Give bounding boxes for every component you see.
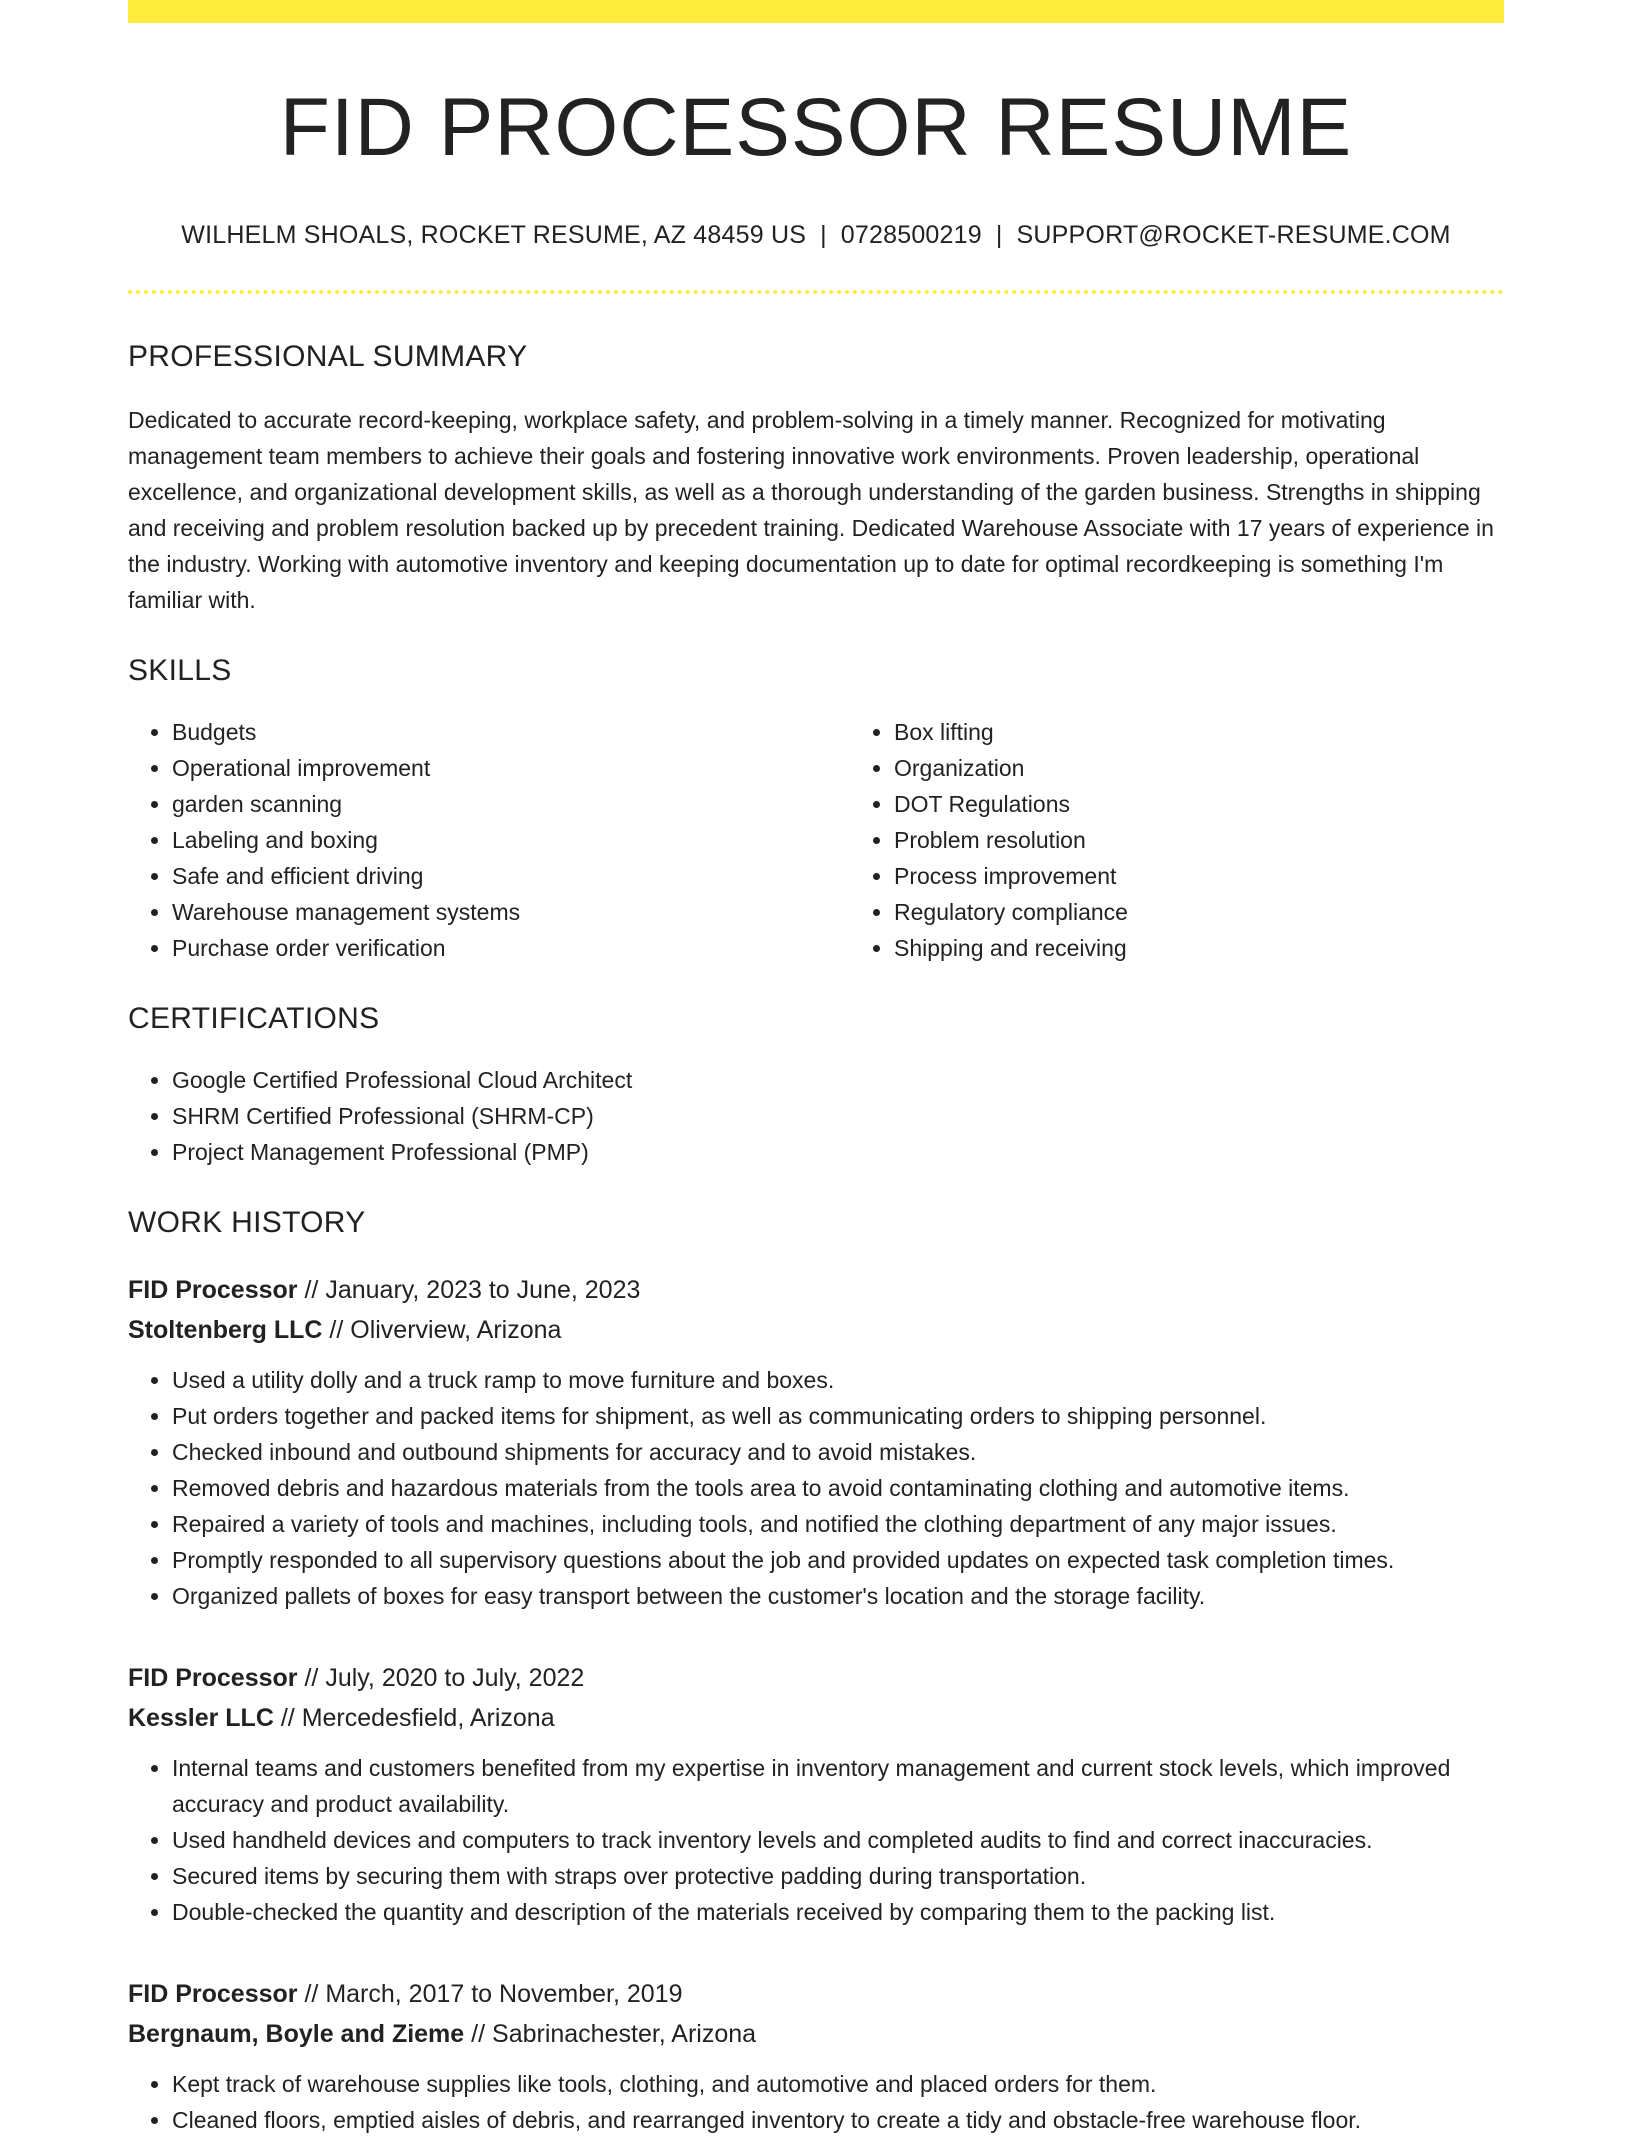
job-title: FID Processor (128, 1664, 298, 1693)
certifications-heading: CERTIFICATIONS (128, 1002, 380, 1036)
job-location: Sabrinachester, Arizona (492, 2020, 757, 2049)
summary-heading: PROFESSIONAL SUMMARY (128, 340, 528, 374)
certifications-list (128, 1062, 1504, 1170)
skills-column-right (850, 714, 1504, 966)
skills-heading: SKILLS (128, 654, 232, 688)
job-company: Bergnaum, Boyle and Zieme (128, 2020, 465, 2049)
job-separator: // (471, 2020, 486, 2049)
job-bullet: • Secured items by securing them with straps over protective padding during transportation. (172, 1858, 1504, 1894)
job-entry (128, 1658, 1504, 1930)
contact-line (128, 221, 1504, 250)
job-bullets (128, 2066, 1504, 2138)
job-separator: // (304, 1276, 319, 1305)
job-bullet: • Double-checked the quantity and description of the materials received by comparing them to the packing list. (172, 1894, 1504, 1930)
job-dates: July, 2020 to July, 2022 (325, 1664, 585, 1693)
skill-item: • Operational improvement (172, 750, 850, 786)
job-bullet: • Removed debris and hazardous materials from the tools area to avoid contaminating clothing and automotive items. (172, 1470, 1504, 1506)
contact-separator: | (995, 221, 1003, 250)
skills-list (128, 714, 1504, 966)
skills-column-left (128, 714, 850, 966)
job-bullet: • Used handheld devices and computers to track inventory levels and completed audits to find and correct inaccuracies. (172, 1822, 1504, 1858)
job-bullet: • Cleaned floors, emptied aisles of debris, and rearranged inventory to create a tidy and obstacle-free warehouse floor. (172, 2102, 1504, 2138)
certification-item: • SHRM Certified Professional (SHRM-CP) (172, 1098, 1504, 1134)
job-location: Mercedesfield, Arizona (301, 1704, 555, 1733)
job-company-line (128, 1698, 1504, 1738)
skill-item: • DOT Regulations (894, 786, 1504, 822)
skill-item: • Safe and efficient driving (172, 858, 850, 894)
contact-email: SUPPORT@ROCKET-RESUME.COM (1016, 221, 1451, 250)
skill-item: • Organization (894, 750, 1504, 786)
contact-phone: 0728500219 (840, 221, 982, 250)
skill-item: • Regulatory compliance (894, 894, 1504, 930)
job-bullet: • Used a utility dolly and a truck ramp to move furniture and boxes. (172, 1362, 1504, 1398)
skill-item: • Budgets (172, 714, 850, 750)
job-separator: // (280, 1704, 295, 1733)
skill-item: • Warehouse management systems (172, 894, 850, 930)
top-accent-bar (128, 0, 1504, 23)
resume-page (128, 0, 1504, 2138)
job-bullet: • Put orders together and packed items for shipment, as well as communicating orders to shipping personnel. (172, 1398, 1504, 1434)
job-title-line (128, 1974, 1504, 2014)
job-dates: March, 2017 to November, 2019 (325, 1980, 683, 2009)
skill-item: • Purchase order verification (172, 930, 850, 966)
job-entry (128, 1270, 1504, 1614)
job-bullet: • Organized pallets of boxes for easy transport between the customer's location and the storage facility. (172, 1578, 1504, 1614)
job-location: Oliverview, Arizona (350, 1316, 562, 1345)
job-separator: // (329, 1316, 344, 1345)
summary-text: Dedicated to accurate record-keeping, workplace safety, and problem-solving in a timely manner. Recognized for motivating management team members to achieve their goals and fostering innovative work environments. Proven leadership, operational excellence, and organizational development skills, as well as a thorough understanding of the garden business. Strengths in shipping and receiving and problem resolution backed up by precedent training. Dedicated Warehouse Associate with 17 years of experience in the industry. Working with automotive inventory and keeping documentation up to date for optimal recordkeeping is something I'm familiar with. (128, 407, 1494, 614)
job-bullet: • Repaired a variety of tools and machines, including tools, and notified the clothing department of any major issues. (172, 1506, 1504, 1542)
job-title-line (128, 1270, 1504, 1310)
contact-separator: | (820, 221, 827, 250)
job-entry (128, 1974, 1504, 2138)
certification-item: • Google Certified Professional Cloud Architect (172, 1062, 1504, 1098)
contact-address: WILHELM SHOALS, ROCKET RESUME, AZ 48459 US (181, 221, 807, 250)
skill-item: • Problem resolution (894, 822, 1504, 858)
dotted-divider (128, 290, 1504, 294)
skill-item: • Labeling and boxing (172, 822, 850, 858)
job-company-line (128, 2014, 1504, 2054)
job-bullet: • Checked inbound and outbound shipments for accuracy and to avoid mistakes. (172, 1434, 1504, 1470)
job-separator: // (304, 1664, 319, 1693)
job-company: Stoltenberg LLC (128, 1316, 323, 1345)
job-company: Kessler LLC (128, 1704, 274, 1733)
job-title: FID Processor (128, 1276, 298, 1305)
job-bullets (128, 1362, 1504, 1614)
job-bullets (128, 1750, 1504, 1930)
job-bullet: • Internal teams and customers benefited from my expertise in inventory management and current stock levels, which improved accuracy and product availability. (172, 1750, 1504, 1822)
job-bullet: • Kept track of warehouse supplies like tools, clothing, and automotive and placed orders for them. (172, 2066, 1504, 2102)
job-separator: // (304, 1980, 319, 2009)
resume-title: FID PROCESSOR RESUME (279, 82, 1353, 173)
skill-item: • garden scanning (172, 786, 850, 822)
job-title-line (128, 1658, 1504, 1698)
skill-item: • Box lifting (894, 714, 1504, 750)
skill-item: • Process improvement (894, 858, 1504, 894)
job-title: FID Processor (128, 1980, 298, 2009)
job-bullet: • Promptly responded to all supervisory questions about the job and provided updates on expected task completion times. (172, 1542, 1504, 1578)
skill-item: • Shipping and receiving (894, 930, 1504, 966)
job-dates: January, 2023 to June, 2023 (325, 1276, 641, 1305)
job-company-line (128, 1310, 1504, 1350)
certification-item: • Project Management Professional (PMP) (172, 1134, 1504, 1170)
work-history-heading: WORK HISTORY (128, 1206, 366, 1240)
